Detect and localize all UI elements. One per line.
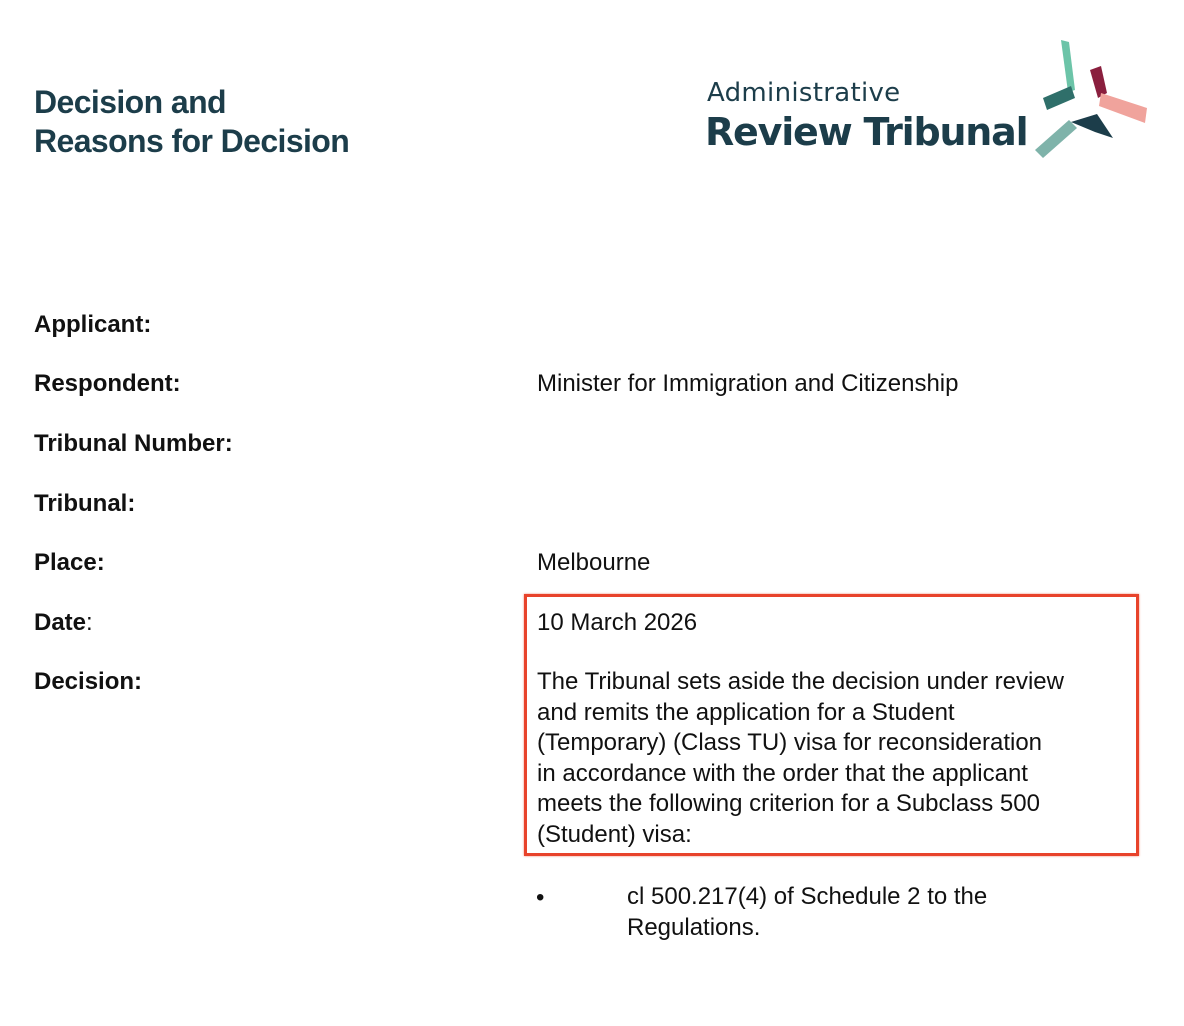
decision-line: meets the following criterion for a Subclass 500 <box>537 790 1040 817</box>
respondent-value: Minister for Immigration and Citizenship <box>537 370 959 397</box>
place-value: Melbourne <box>537 549 651 576</box>
tribunal-label: Tribunal: <box>34 490 136 517</box>
respondent-label: Respondent: <box>34 370 181 397</box>
tribunal-logo <box>705 38 1155 163</box>
decision-line: in accordance with the order that the applicant <box>537 759 1028 787</box>
logo-line-2: Review Tribunal <box>705 110 1028 154</box>
decision-line: The Tribunal sets aside the decision under review <box>537 668 1064 695</box>
applicant-label: Applicant: <box>34 311 152 338</box>
decision-line: and remits the application for a Student <box>537 698 955 726</box>
decision-line: (Student) visa: <box>537 820 692 848</box>
logo-line-1: Administrative <box>707 78 901 108</box>
tribunal-logo-mark-icon <box>1035 38 1155 163</box>
place-label: Place: <box>34 549 105 576</box>
date-label: Date <box>34 609 87 636</box>
highlight-annotation-box <box>524 594 1139 856</box>
bullet-line: Regulations. <box>627 913 761 941</box>
bullet-line: cl 500.217(4) of Schedule 2 to the <box>627 883 988 910</box>
tribunal-number-label: Tribunal Number: <box>34 430 233 457</box>
decision-line: (Temporary) (Class TU) visa for reconsideration <box>537 729 1043 756</box>
title-line-2: Reasons for Decision <box>34 123 350 159</box>
decision-label: Decision: <box>34 668 143 695</box>
date-label-row <box>34 609 93 637</box>
bullet-icon: • <box>536 884 545 911</box>
document-title <box>34 83 349 161</box>
title-line-1: Decision and <box>34 84 226 120</box>
criterion-bullet-item <box>627 882 1097 943</box>
date-label-colon: : <box>86 609 93 636</box>
date-value: 10 March 2026 <box>537 609 698 636</box>
